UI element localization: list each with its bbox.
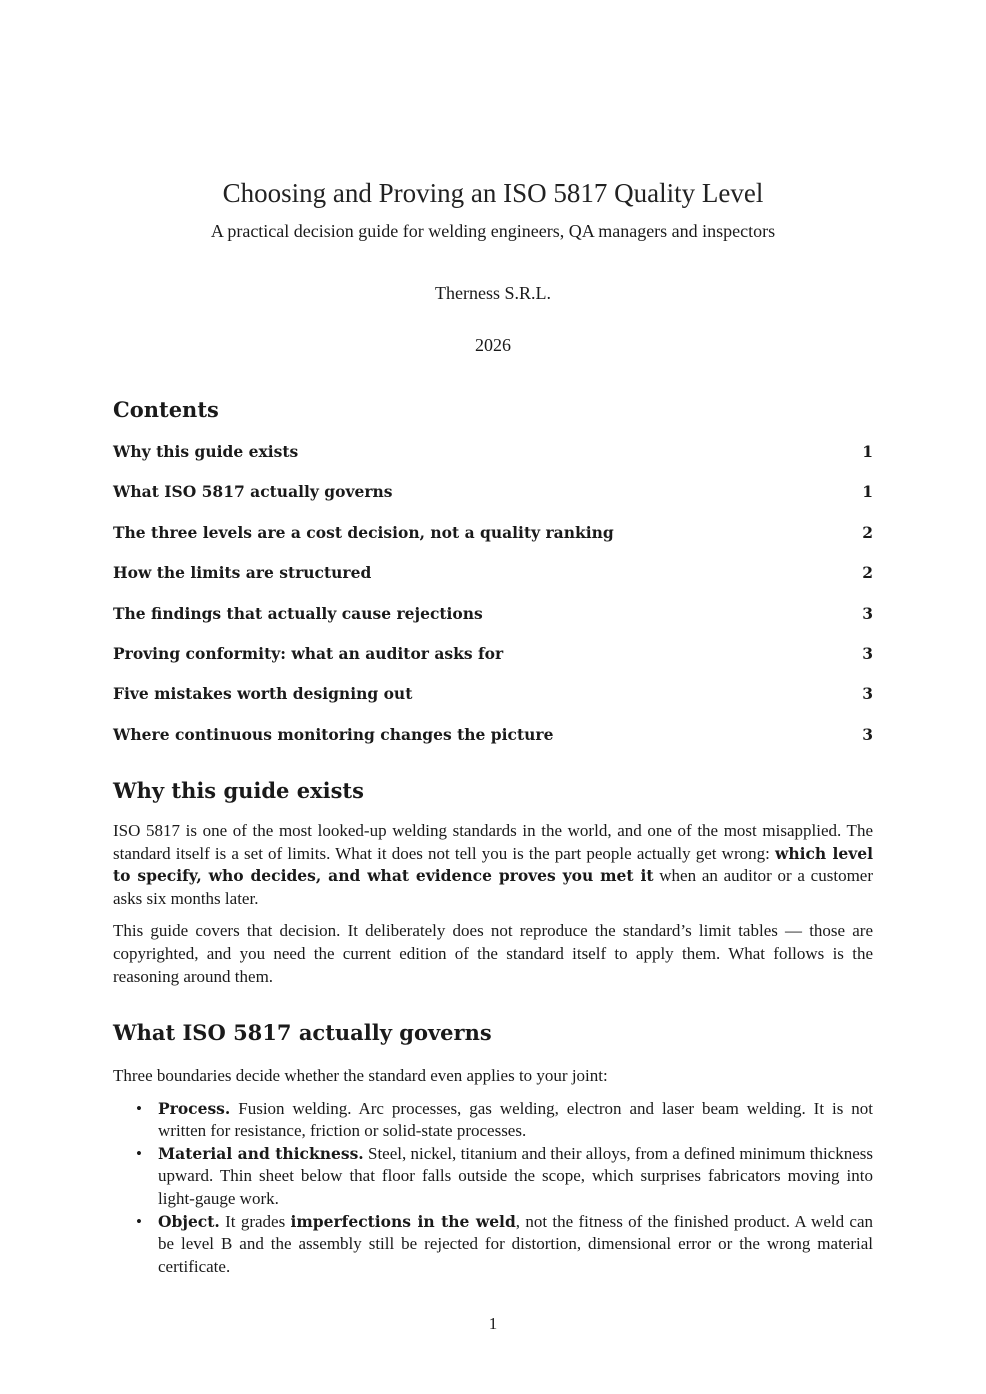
list-item — [158, 1098, 873, 1143]
paragraph: Three boundaries decide whether the standard even applies to your joint: — [113, 1066, 608, 1085]
toc-entry[interactable] — [113, 440, 873, 480]
toc-entry[interactable] — [113, 682, 873, 722]
toc-entry-label: Five mistakes worth designing out — [113, 684, 413, 704]
contents-heading: Contents — [113, 397, 219, 422]
toc-entry-label: Proving conformity: what an auditor asks for — [113, 643, 504, 663]
toc-entry-label: Why this guide exists — [113, 442, 299, 461]
paragraph-text: ISO 5817 is one of the most looked-up welding standards in the world, and one of the most misapplied. The standard itself is a set of limits. What it does not tell you is the part people actually get wrong: — [113, 821, 873, 863]
list-item-term: Object. — [158, 1211, 220, 1231]
toc-entry-page: 3 — [862, 603, 873, 623]
toc-entry-page: 2 — [862, 563, 873, 583]
toc-entry-page: 3 — [862, 684, 873, 704]
list-item-text: It grades — [219, 1211, 291, 1231]
list-item-text: Fusion welding. Arc processes, gas welding, electron and laser beam welding. It is not written for resistance, friction or solid-state processes. — [158, 1098, 873, 1141]
toc-entry[interactable] — [113, 561, 873, 601]
paragraph — [113, 820, 873, 910]
document-title: Choosing and Proving an ISO 5817 Quality Level — [222, 178, 764, 208]
toc-entry[interactable] — [113, 480, 873, 520]
toc-entry-page: 2 — [862, 522, 873, 542]
section-heading-governs: What ISO 5817 actually governs — [113, 1020, 492, 1045]
toc-entry[interactable] — [113, 723, 873, 763]
paragraph: This guide covers that decision. It deliberately does not reproduce the standard’s limit tables — those are copyrighted, and you need the current edition of the standard itself to apply them. What follows is the reasoning around them. — [113, 921, 873, 986]
toc-entry[interactable] — [113, 642, 873, 682]
toc-entry[interactable] — [113, 521, 873, 561]
list-item-term: Process. — [158, 1098, 231, 1118]
toc-entry-page: 3 — [862, 724, 873, 744]
section-heading-why: Why this guide exists — [113, 778, 364, 803]
list-item-text: , not the fitness of the finished product. A weld can be level B and the assembly still be rejected for distortion, dimensional error or the wrong material certificate. — [158, 1211, 873, 1276]
document-subtitle: A practical decision guide for welding engineers, QA managers and inspectors — [210, 221, 776, 241]
paragraph-emphasis: which level to specify, who decides, and what evidence proves you met it — [113, 843, 873, 886]
table-of-contents — [113, 440, 873, 763]
toc-entry[interactable] — [113, 602, 873, 642]
toc-entry-page: 1 — [862, 442, 873, 461]
list-item-term: Material and thickness. — [158, 1143, 364, 1163]
toc-entry-label: The findings that actually cause rejections — [113, 603, 483, 623]
document-date: 2026 — [475, 335, 511, 355]
bullet-list — [113, 1098, 873, 1279]
page-number: 1 — [488, 1314, 498, 1333]
list-item-text: Steel, nickel, titanium and their alloys, from a defined minimum thickness upward. Thin sheet below that floor falls outside the scope, which surprises fabricators moving into light-gauge work. — [158, 1143, 874, 1208]
list-item — [158, 1211, 873, 1279]
list-item-emphasis: imperfections in the weld — [290, 1211, 516, 1231]
section-why-body — [113, 820, 873, 988]
toc-entry-page: 1 — [862, 482, 873, 502]
paragraph-text: when an auditor or a customer asks six months later. — [113, 866, 873, 908]
toc-entry-label: The three levels are a cost decision, not a quality ranking — [113, 522, 614, 542]
toc-entry-label: What ISO 5817 actually governs — [113, 482, 393, 502]
document-page — [113, 0, 873, 1394]
document-author: Therness S.R.L. — [435, 283, 551, 303]
toc-entry-label: Where continuous monitoring changes the picture — [113, 724, 554, 744]
toc-entry-page: 3 — [862, 643, 873, 663]
list-item — [158, 1143, 873, 1211]
section-governs-body — [113, 1065, 873, 1278]
toc-entry-label: How the limits are structured — [113, 563, 372, 583]
